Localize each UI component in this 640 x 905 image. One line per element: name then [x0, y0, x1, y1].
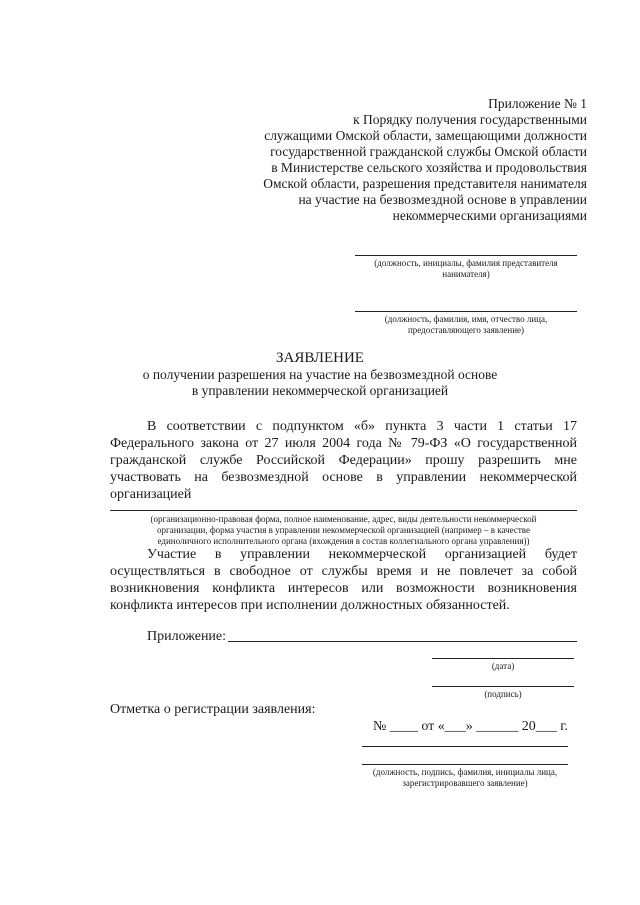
attachment-field-line[interactable] — [228, 641, 577, 642]
header-line-3: государственной гражданской службы Омской области — [270, 144, 587, 159]
organization-field-line[interactable] — [110, 510, 577, 511]
header-line-7: некоммерческими организациями — [392, 208, 587, 223]
org-caption-3: единоличного исполнительного органа (вхождения в состав коллегиального органа управления)) — [157, 536, 530, 546]
registration-number-line[interactable]: № ____ от «___» ______ 20___ г. — [373, 719, 568, 734]
registration-label: Отметка о регистрации заявления: — [110, 702, 316, 717]
employer-field-line[interactable] — [355, 255, 577, 256]
employer-caption-2: нанимателя) — [442, 269, 490, 279]
appendix-title: Приложение № 1 — [488, 96, 587, 111]
org-caption-2: организации, форма участия в управлении некоммерческой организацией (например – в качестве — [157, 525, 530, 535]
registrar-field-line-2[interactable] — [362, 764, 568, 765]
body-p1-line-5: организацией — [110, 487, 192, 502]
body-p1-line-3: гражданской службе Российской Федерации» прошу разрешить мне — [110, 453, 577, 468]
date-field-line[interactable] — [432, 658, 574, 659]
applicant-caption-2: предоставляющего заявление) — [407, 325, 525, 335]
employer-caption-1: (должность, инициалы, фамилия представителя — [374, 258, 558, 268]
body-p2-line-2: осуществляться в свободное от службы время и не повлечет за собой — [110, 564, 577, 579]
body-p2-line-1: Участие в управлении некоммерческой организацией будет — [147, 547, 577, 562]
header-line-5: Омской области, разрешения представителя нанимателя — [263, 176, 587, 191]
body-p1-line-2: Федерального закона от 27 июля 2004 года № 79-ФЗ «О государственной — [110, 436, 577, 451]
date-caption: (дата) — [491, 661, 515, 671]
registrar-field-line-1[interactable] — [362, 746, 568, 747]
signature-caption: (подпись) — [484, 689, 522, 699]
signature-field-line[interactable] — [432, 686, 574, 687]
body-p1-line-4: участвовать на безвозмездной основе в управлении некоммерческой — [110, 470, 577, 485]
registrar-caption-2: зарегистрировавшего заявление) — [402, 778, 528, 788]
body-p2-line-3: возникновения конфликта интересов или возможности возникновения — [110, 581, 577, 596]
registrar-caption-1: (должность, подпись, фамилия, инициалы лица, — [372, 767, 558, 777]
applicant-caption-1: (должность, фамилия, имя, отчество лица, — [384, 314, 548, 324]
applicant-field-line[interactable] — [355, 311, 577, 312]
body-p2-line-4: конфликта интересов при исполнении должностных обязанностей. — [110, 598, 510, 613]
header-line-6: на участие на безвозмездной основе в управлении — [298, 192, 587, 207]
attachment-label: Приложение: — [147, 629, 227, 644]
header-line-1: к Порядку получения государственными — [353, 112, 587, 127]
document-subtitle-2: в управлении некоммерческой организацией — [191, 383, 449, 398]
document-subtitle-1: о получении разрешения на участие на безвозмездной основе — [142, 367, 498, 382]
body-p1-line-1: В соответствии с подпунктом «б» пункта 3 части 1 статьи 17 — [147, 419, 577, 434]
document-title: ЗАЯВЛЕНИЕ — [276, 350, 364, 366]
header-line-2: служащими Омской области, замещающими должности — [264, 128, 587, 143]
org-caption-1: (организационно-правовая форма, полное наименование, адрес, виды деятельности некоммерческой — [150, 514, 537, 524]
header-line-4: в Министерстве сельского хозяйства и продовольствия — [271, 160, 587, 175]
